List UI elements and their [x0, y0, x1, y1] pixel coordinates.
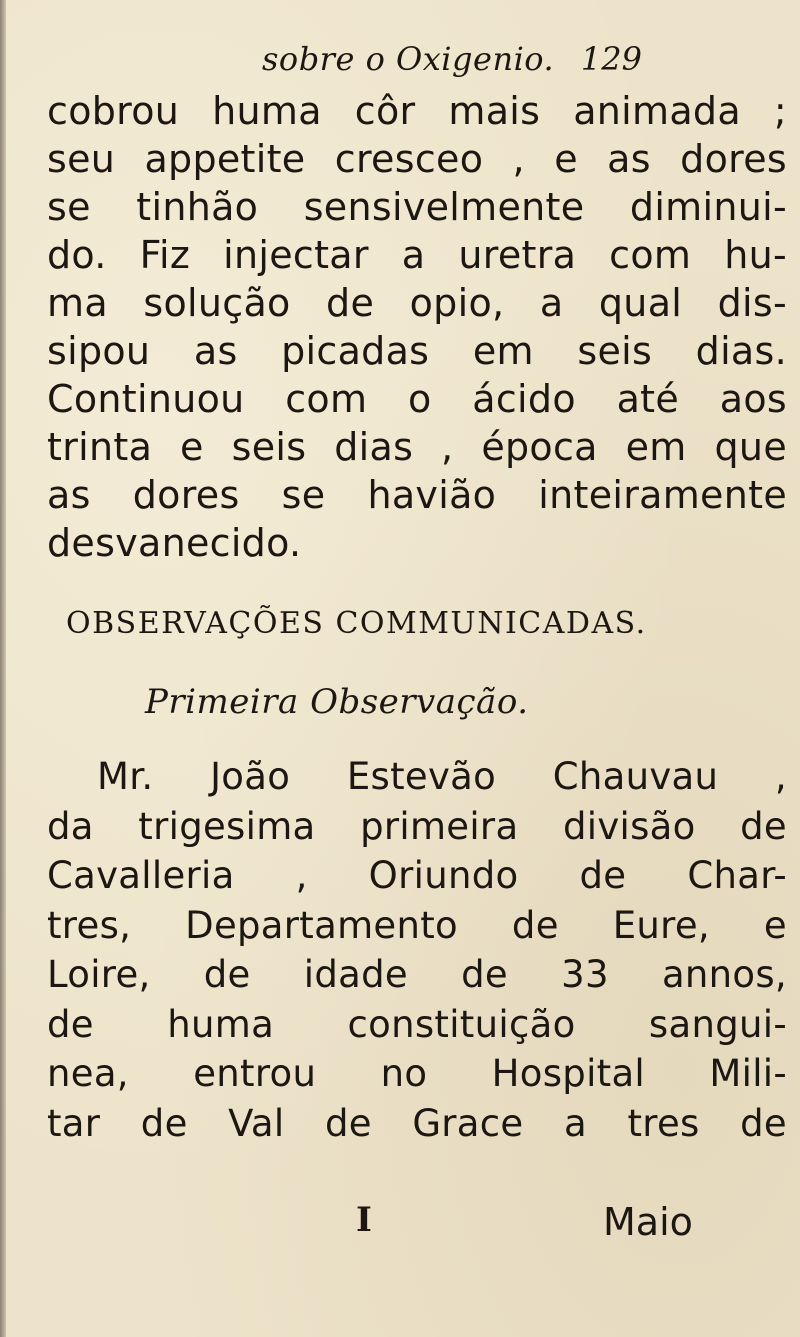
text-line: do. Fiz injectar a uretra com hu-	[47, 233, 787, 277]
text-line: tar de Val de Grace a tres de	[47, 1101, 787, 1145]
text-line: cobrou huma côr mais animada ;	[47, 89, 787, 133]
text-line: as dores se havião inteiramente	[47, 473, 787, 517]
page-header	[262, 40, 682, 90]
section-heading: OBSERVAÇÕES COMMUNICADAS.	[66, 606, 647, 641]
text-line: nea, entrou no Hospital Mili-	[47, 1052, 787, 1095]
catchword: Maio	[603, 1200, 693, 1244]
paragraph-continuation	[47, 87, 787, 567]
page-number: 129	[580, 40, 642, 78]
binding-edge	[0, 0, 6, 1337]
signature-mark: I	[356, 1200, 372, 1240]
text-line: de huma constituição sangui-	[47, 1002, 787, 1046]
text-line: Cavalleria , Oriundo de Char-	[47, 854, 787, 897]
running-title: sobre o Oxigenio.	[262, 40, 555, 78]
text-line: ma solução de opio, a qual dis-	[47, 281, 787, 325]
page-footer	[0, 1200, 800, 1250]
text-line: Mr. João Estevão Chauvau ,	[97, 755, 787, 798]
text-line: desvanecido.	[47, 521, 302, 565]
text-line: Loire, de idade de 33 annos,	[47, 953, 787, 996]
text-line: da trigesima primeira divisão de	[47, 804, 787, 848]
text-line: tres, Departamento de Eure, e	[47, 903, 787, 947]
observation-paragraph	[47, 752, 787, 1148]
text-line: sipou as picadas em seis dias.	[47, 329, 787, 373]
text-line: seu appetite cresceo , e as dores	[47, 137, 787, 181]
text-line: Continuou com o ácido até aos	[47, 377, 787, 421]
text-line: trinta e seis dias , época em que	[47, 425, 787, 469]
text-line: se tinhão sensivelmente diminui-	[47, 185, 787, 229]
section-subtitle: Primeira Observação.	[145, 682, 529, 722]
